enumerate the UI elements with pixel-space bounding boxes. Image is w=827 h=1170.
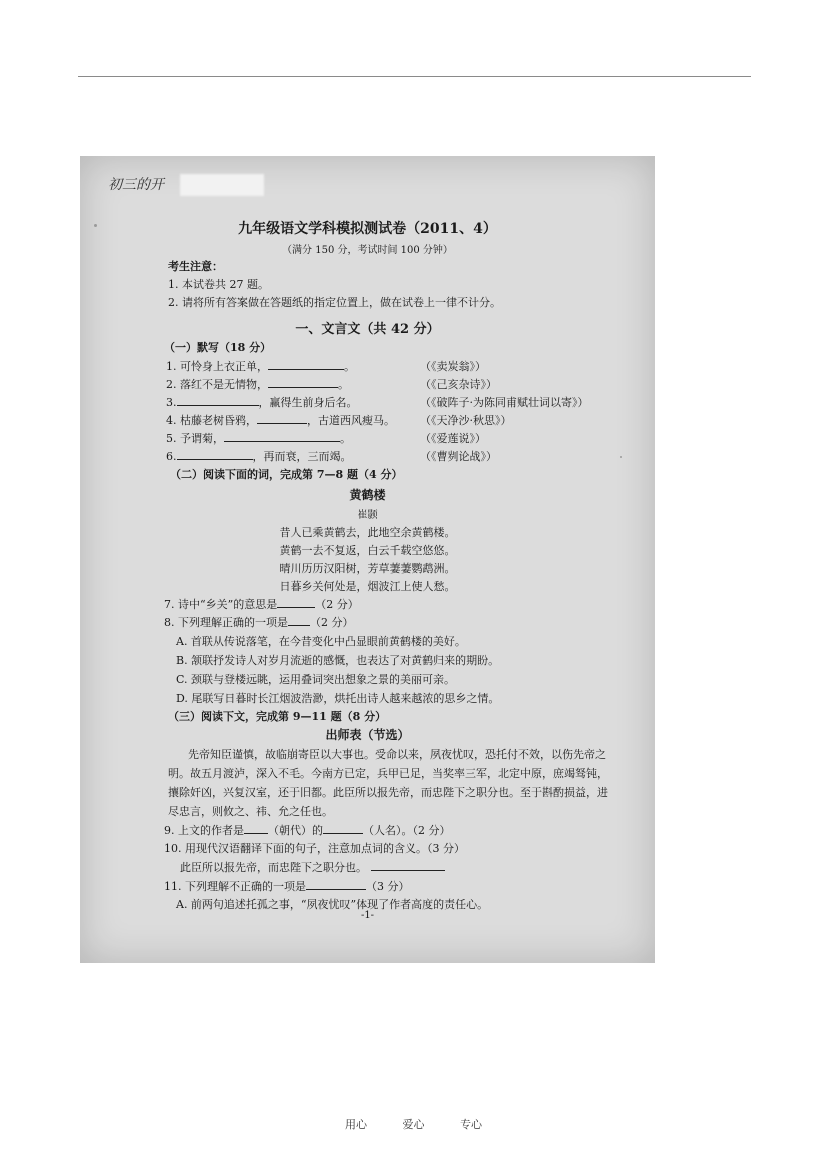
poem-line: 黄鹤一去不复返，白云千载空悠悠。: [279, 544, 456, 557]
poem-line: 日暮乡关何处是，烟波江上使人愁。: [279, 580, 456, 593]
header-rule: [78, 76, 751, 77]
scan-speck: [620, 456, 622, 458]
recite-source: （《爱莲说》）: [420, 432, 486, 445]
recite-source: （《破阵子·为陈同甫赋壮词以寄》）: [420, 396, 589, 409]
poem-line: 晴川历历汉阳树，芳草萋萋鹦鹉洲。: [279, 562, 456, 575]
notice-item: 1. 本试卷共 27 题。: [168, 278, 269, 291]
passage-line: 攘除奸凶，兴复汉室，还于旧都。此臣所以报先帝，而忠陛下之职分也。至于斟酌损益，进: [168, 786, 608, 799]
poem-author: 崔颢: [357, 510, 378, 521]
page-footer: [0, 1116, 827, 1132]
scanned-exam-page: [80, 156, 655, 963]
recite-source: （《天净沙·秋思》）: [420, 414, 512, 427]
recite-line-6: 6. ，再而衰，三而竭。: [166, 450, 352, 463]
poem-line: 昔人已乘黄鹤去，此地空余黄鹤楼。: [279, 526, 456, 539]
option-b: B. 颔联抒发诗人对岁月流逝的感慨，也表达了对黄鹤归来的期盼。: [176, 654, 500, 667]
recite-line-1: 1. 可怜身上衣正单， 。: [166, 360, 355, 373]
option-d: D. 尾联写日暮时长江烟波浩渺，烘托出诗人越来越浓的思乡之情。: [176, 692, 500, 705]
part-heading: （一）默写（18 分）: [164, 341, 272, 354]
redacted-area: [180, 174, 264, 196]
footer-word: 用心: [345, 1118, 367, 1131]
passage-line: 先帝知臣谨慎，故临崩寄臣以大事也。受命以来，夙夜忧叹，恐托付不效，以伤先帝之: [188, 748, 606, 761]
question-10-sentence: 此臣所以报先帝，而忠陛下之职分也。: [180, 859, 445, 875]
recite-line-2: 2. 落红不是无情物， 。: [166, 378, 349, 391]
page-number: -1-: [360, 910, 375, 921]
question-7: 7. 诗中“乡关”的意思是 （2 分）: [164, 598, 359, 611]
text-title: 出师表（节选）: [325, 728, 410, 742]
exam-subtitle: （满分 150 分，考试时间 100 分钟）: [282, 245, 453, 256]
notice-heading: 考生注意：: [168, 260, 223, 273]
scan-speck: [94, 224, 97, 227]
part-heading: （三）阅读下文，完成第 9—11 题（8 分）: [168, 710, 387, 723]
question-10: 10. 用现代汉语翻译下面的句子，注意加点词的含义。（3 分）: [164, 842, 465, 855]
footer-word: 专心: [460, 1118, 482, 1131]
recite-line-5: 5. 予谓菊， 。: [166, 432, 351, 445]
poem-title: 黄鹤楼: [349, 488, 386, 502]
question-11: 11. 下列理解不正确的一项是 （3 分）: [164, 880, 410, 893]
question-8: 8. 下列理解正确的一项是 （2 分）: [164, 616, 354, 629]
recite-source: （《曹刿论战》）: [420, 450, 497, 463]
recite-line-4: 4. 枯藤老树昏鸦， ，古道西风瘦马。: [166, 414, 395, 427]
handwritten-note: 初三的开: [108, 177, 164, 193]
option-c: C. 颈联与登楼远眺，运用叠词突出想象之景的美丽可亲。: [176, 673, 456, 686]
footer-word: 爱心: [402, 1118, 425, 1131]
recite-source: （《己亥杂诗》）: [420, 378, 497, 391]
question-11-option-a: A. 前两句追述托孤之事，“夙夜忧叹”体现了作者高度的责任心。: [176, 898, 489, 911]
exam-title: 九年级语文学科模拟测试卷（2011、4）: [238, 221, 497, 237]
recite-line-3: 3. ，赢得生前身后名。: [166, 396, 358, 409]
section-heading: 一、文言文（共 42 分）: [295, 322, 440, 337]
notice-item: 2. 请将所有答案做在答题纸的指定位置上，做在试卷上一律不计分。: [168, 296, 501, 309]
question-9: 9. 上文的作者是 （朝代）的 （人名）。（2 分）: [164, 824, 451, 837]
passage-line: 尽忠言，则攸之、祎、允之任也。: [168, 805, 333, 818]
recite-source: （《卖炭翁》）: [420, 360, 486, 373]
option-a: A. 首联从传说落笔，在今昔变化中凸显眼前黄鹤楼的美好。: [176, 635, 466, 648]
part-heading: （二）阅读下面的词，完成第 7—8 题（4 分）: [170, 468, 403, 481]
passage-line: 明。故五月渡泸，深入不毛。今南方已定，兵甲已足，当奖率三军，北定中原，庶竭驽钝，: [168, 767, 608, 780]
